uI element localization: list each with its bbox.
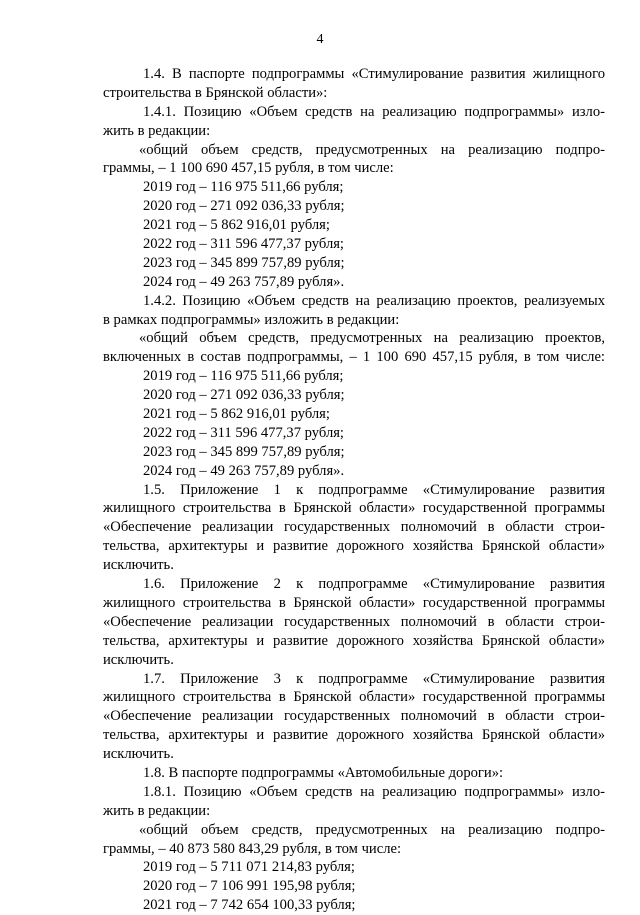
text-line: 2020 год – 271 092 036,33 рубля; [143, 198, 345, 215]
text-line: «общий объем средств, предусмотренных на реализацию подпро- [139, 141, 605, 158]
text-line: жить в редакции: [103, 802, 211, 819]
text-line: «Обеспечение реализации государственных полномочий в области строи- [103, 519, 605, 536]
text-line: 1.6. Приложение 2 к подпрограмме «Стимулирование развития [143, 576, 605, 593]
text-line: 1.4.2. Позицию «Объем средств на реализацию проектов, реализуемых [143, 292, 605, 309]
text-line: тельства, архитектуры и развитие дорожного хозяйства Брянской области» [103, 538, 605, 555]
text-line: 2021 год – 5 862 916,01 рубля; [143, 217, 330, 234]
text-line: 2024 год – 49 263 757,89 рубля». [143, 462, 345, 479]
text-line: граммы, – 40 873 580 843,29 рубля, в том числе: [103, 840, 402, 857]
text-line: исключить. [103, 746, 174, 763]
text-line: исключить. [103, 651, 174, 668]
text-line: жилищного строительства в Брянской области» государственной программы [103, 689, 605, 706]
text-line: жить в редакции: [103, 122, 211, 139]
text-line: 2019 год – 116 975 511,66 рубля; [143, 179, 344, 196]
text-line: «Обеспечение реализации государственных полномочий в области строи- [103, 708, 605, 725]
text-line: в рамках подпрограммы» изложить в редакции: [103, 311, 400, 328]
text-line: граммы, – 1 100 690 457,15 рубля, в том числе: [103, 160, 394, 177]
text-line: 2021 год – 7 742 654 100,33 рубля; [143, 897, 356, 914]
text-line: 2019 год – 116 975 511,66 рубля; [143, 368, 344, 385]
text-line: 1.7. Приложение 3 к подпрограмме «Стимулирование развития [143, 670, 605, 687]
text-line: 1.8.1. Позицию «Объем средств на реализацию подпрограммы» изло- [143, 783, 605, 800]
text-line: 1.5. Приложение 1 к подпрограмме «Стимулирование развития [143, 481, 605, 498]
text-line: 2022 год – 311 596 477,37 рубля; [143, 424, 344, 441]
text-line: 2019 год – 5 711 071 214,83 рубля; [143, 859, 355, 876]
text-line: 2022 год – 311 596 477,37 рубля; [143, 236, 344, 253]
text-line: 2024 год – 49 263 757,89 рубля». [143, 273, 345, 290]
text-line: 2023 год – 345 899 757,89 рубля; [143, 443, 345, 460]
text-line: 2021 год – 5 862 916,01 рубля; [143, 406, 330, 423]
text-line: «Обеспечение реализации государственных полномочий в области строи- [103, 613, 605, 630]
text-line: исключить. [103, 557, 174, 574]
text-line: 1.8. В паспорте подпрограммы «Автомобильные дороги»: [143, 764, 504, 781]
text-line: тельства, архитектуры и развитие дорожного хозяйства Брянской области» [103, 727, 605, 744]
text-line: тельства, архитектуры и развитие дорожного хозяйства Брянской области» [103, 632, 605, 649]
text-line: жилищного строительства в Брянской области» государственной программы [103, 500, 605, 517]
text-line: «общий объем средств, предусмотренных на реализацию подпро- [139, 821, 605, 838]
page-number: 4 [316, 32, 324, 47]
text-line: строительства в Брянской области»: [103, 84, 328, 101]
text-line: 2020 год – 7 106 991 195,98 рубля; [143, 878, 356, 895]
text-line: 1.4.1. Позицию «Объем средств на реализацию подпрограммы» изло- [143, 103, 605, 120]
text-line: 2020 год – 271 092 036,33 рубля; [143, 387, 345, 404]
text-line: включенных в состав подпрограммы, – 1 100 690 457,15 рубля, в том числе: [103, 349, 605, 366]
text-line: жилищного строительства в Брянской области» государственной программы [103, 594, 605, 611]
text-line: «общий объем средств, предусмотренных на реализацию проектов, [139, 330, 605, 347]
text-line: 2023 год – 345 899 757,89 рубля; [143, 254, 345, 271]
document-body [103, 65, 605, 915]
text-line: 1.4. В паспорте подпрограммы «Стимулирование развития жилищного [143, 66, 605, 82]
